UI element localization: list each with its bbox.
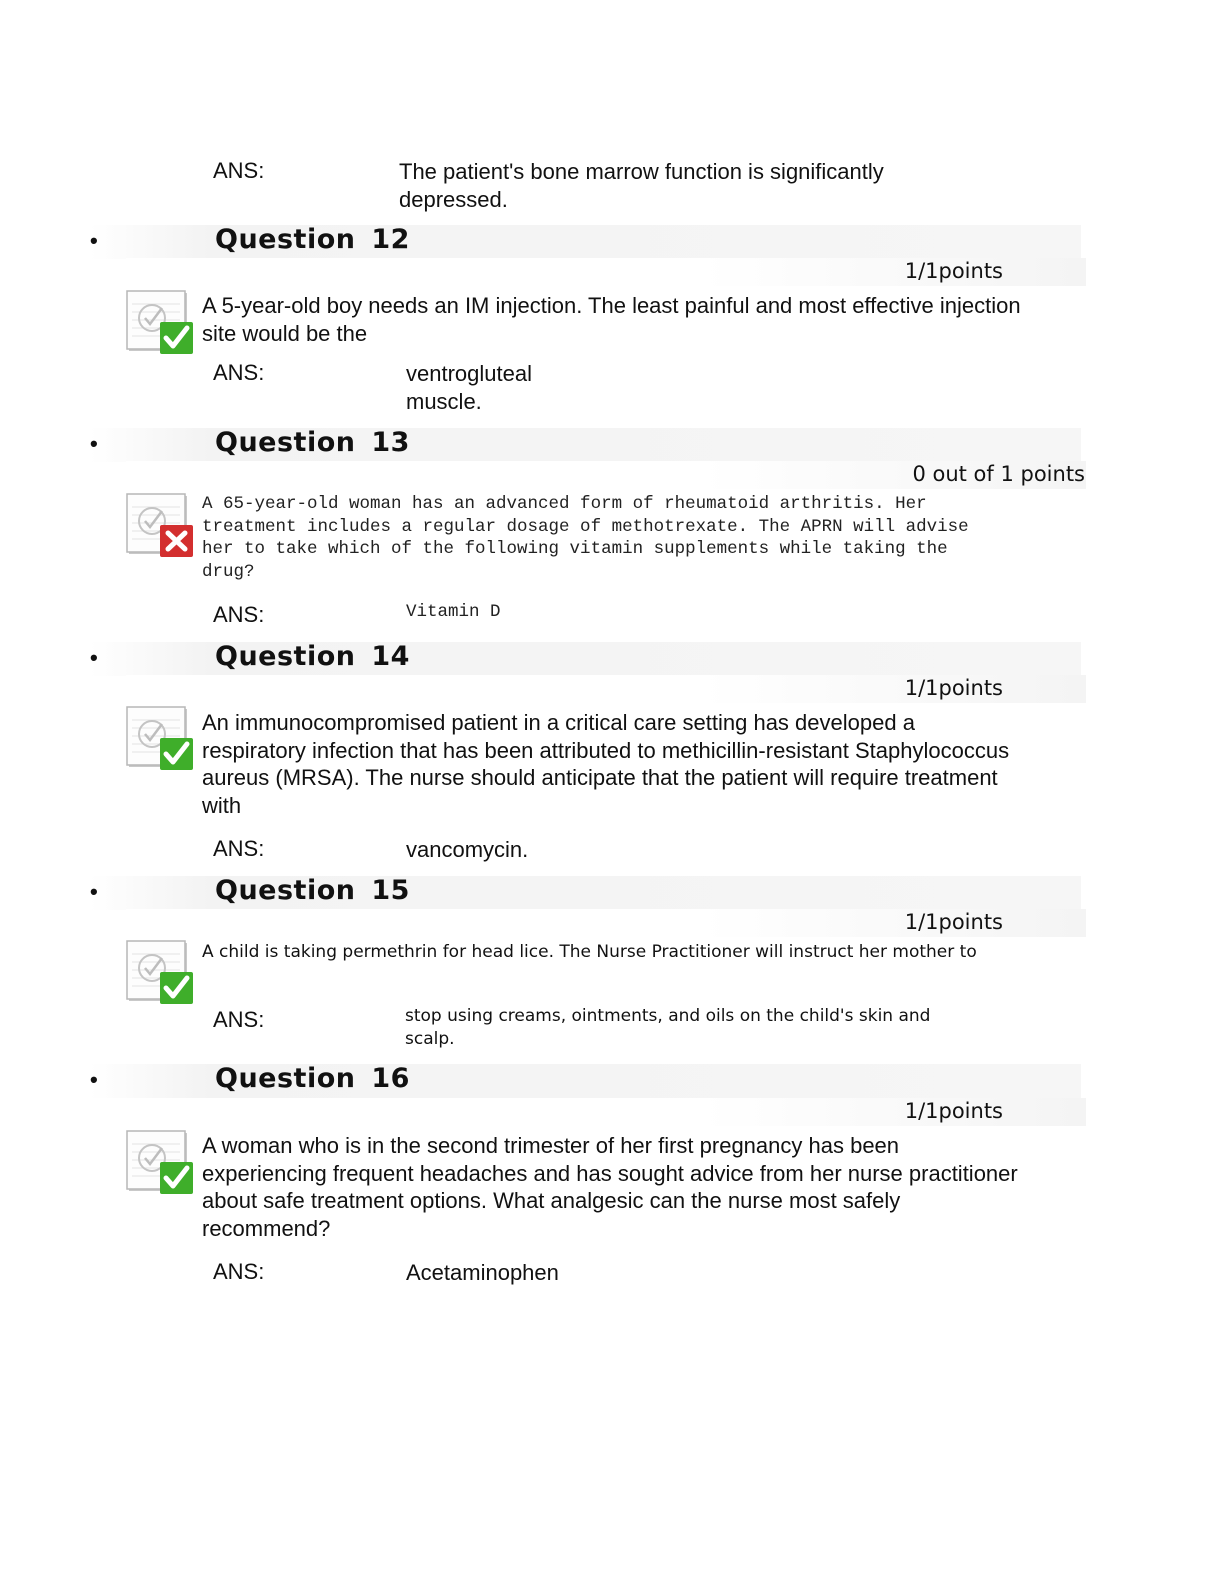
- ans-label: ANS:: [213, 1007, 265, 1032]
- answer-text: vancomycin.: [406, 837, 529, 862]
- ans-label: ANS:: [213, 360, 265, 385]
- check-icon: [126, 290, 194, 356]
- question-text: A woman who is in the second trimester of her first pregnancy has been experiencing frequent headaches and has sought advice from her nurse practitioner about safe treatment options. What analgesic can the nurse most safely recommend?: [202, 1133, 1018, 1241]
- bullet: •: [90, 228, 98, 253]
- answer-text: stop using creams, ointments, and oils on the child's skin and scalp.: [405, 1006, 931, 1049]
- points-score: 1/1points: [904, 910, 1003, 934]
- bullet: •: [90, 879, 98, 904]
- ans-label: ANS:: [213, 836, 265, 861]
- check-icon: [126, 1130, 194, 1196]
- question-text: A child is taking permethrin for head lice. The Nurse Practitioner will instruct her mother to: [202, 942, 977, 962]
- question-title: Question 15: [215, 875, 410, 906]
- ans-label: ANS:: [213, 1259, 265, 1284]
- points-score: 1/1points: [904, 1099, 1003, 1123]
- question-title: Question 13: [215, 427, 410, 458]
- points-score: 1/1points: [904, 259, 1003, 283]
- answer-text: Acetaminophen: [406, 1260, 559, 1285]
- check-icon: [126, 940, 194, 1006]
- question-text: A 65-year-old woman has an advanced form of rheumatoid arthritis. Her treatment includes a regular dosage of methotrexate. The APRN will advise her to take which of the following vitamin supplements while taking the drug?: [202, 494, 969, 582]
- answer-text: Vitamin D: [406, 602, 501, 622]
- answer-text: ventrogluteal muscle.: [406, 361, 532, 414]
- question-text: An immunocompromised patient in a critical care setting has developed a respiratory infection that has been attributed to methicillin-resistant Staphylococcus aureus (MRSA). The nurse should anticipate that the patient will require treatment with: [202, 710, 1010, 818]
- question-title: Question 14: [215, 641, 410, 672]
- bullet: •: [90, 1067, 98, 1092]
- check-icon: [126, 706, 194, 772]
- answer-text: The patient's bone marrow function is significantly depressed.: [399, 159, 884, 212]
- ans-label: ANS:: [213, 158, 265, 183]
- bullet: •: [90, 645, 98, 670]
- x-icon: [126, 493, 194, 559]
- ans-label: ANS:: [213, 602, 265, 627]
- points-score: 1/1points: [904, 676, 1003, 700]
- question-title: Question 12: [215, 224, 410, 255]
- points-score: 0 out of 1 points: [912, 462, 1085, 486]
- question-text: A 5-year-old boy needs an IM injection. The least painful and most effective injection site would be the: [202, 293, 1021, 346]
- bullet: •: [90, 431, 98, 456]
- question-title: Question 16: [215, 1063, 410, 1094]
